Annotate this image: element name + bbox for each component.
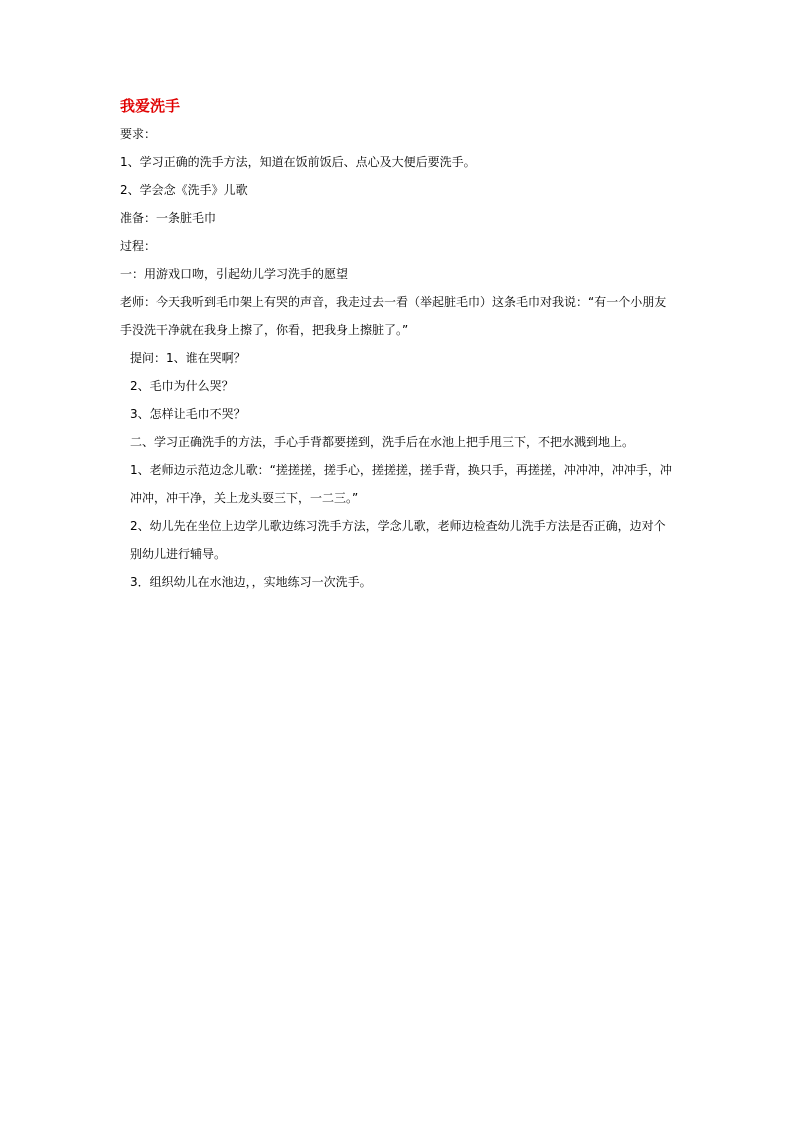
question-1: 提问：1、谁在哭啊？ (130, 351, 246, 365)
step-two-item-1: 1、老师边示范边念儿歌：“搓搓搓，搓手心，搓搓搓，搓手背，换只手，再搓搓，冲冲冲，冲冲手，冲冲冲，冲干净，关上龙头耍三下，一二三。” (130, 463, 672, 505)
requirement-item-1: 1、学习正确的洗手方法，知道在饭前饭后、点心及大便后要洗手。 (120, 155, 476, 169)
step-two-item-3: 3．组织幼儿在水池边，，实地练习一次洗手。 (130, 575, 372, 589)
process-heading: 过程： (120, 239, 157, 253)
document-title: 我爱洗手 (120, 97, 181, 115)
step-two-item-2: 2、幼儿先在坐位上边学儿歌边练习洗手方法，学念儿歌，老师边检查幼儿洗手方法是否正确，边对个别幼儿进行辅导。 (130, 519, 666, 561)
requirement-item-2: 2、学会念《洗手》儿歌 (120, 183, 248, 197)
step-two-heading: 二、学习正确洗手的方法，手心手背都要搓到，洗手后在水池上把手甩三下，不把水溅到地上。 (130, 435, 635, 449)
question-3: 3、怎样让毛巾不哭？ (130, 407, 246, 421)
requirements-heading: 要求： (120, 127, 157, 141)
preparation-line: 准备：一条脏毛巾 (120, 211, 217, 225)
question-2: 2、毛巾为什么哭？ (130, 379, 234, 393)
document-body (120, 96, 676, 596)
teacher-story-paragraph: 老师：今天我听到毛巾架上有哭的声音，我走过去一看（举起脏毛巾）这条毛巾对我说：“有一个小朋友手没洗干净就在我身上擦了，你看，把我身上擦脏了。” (120, 295, 667, 337)
step-one-heading: 一：用游戏口吻，引起幼儿学习洗手的愿望 (120, 267, 349, 281)
